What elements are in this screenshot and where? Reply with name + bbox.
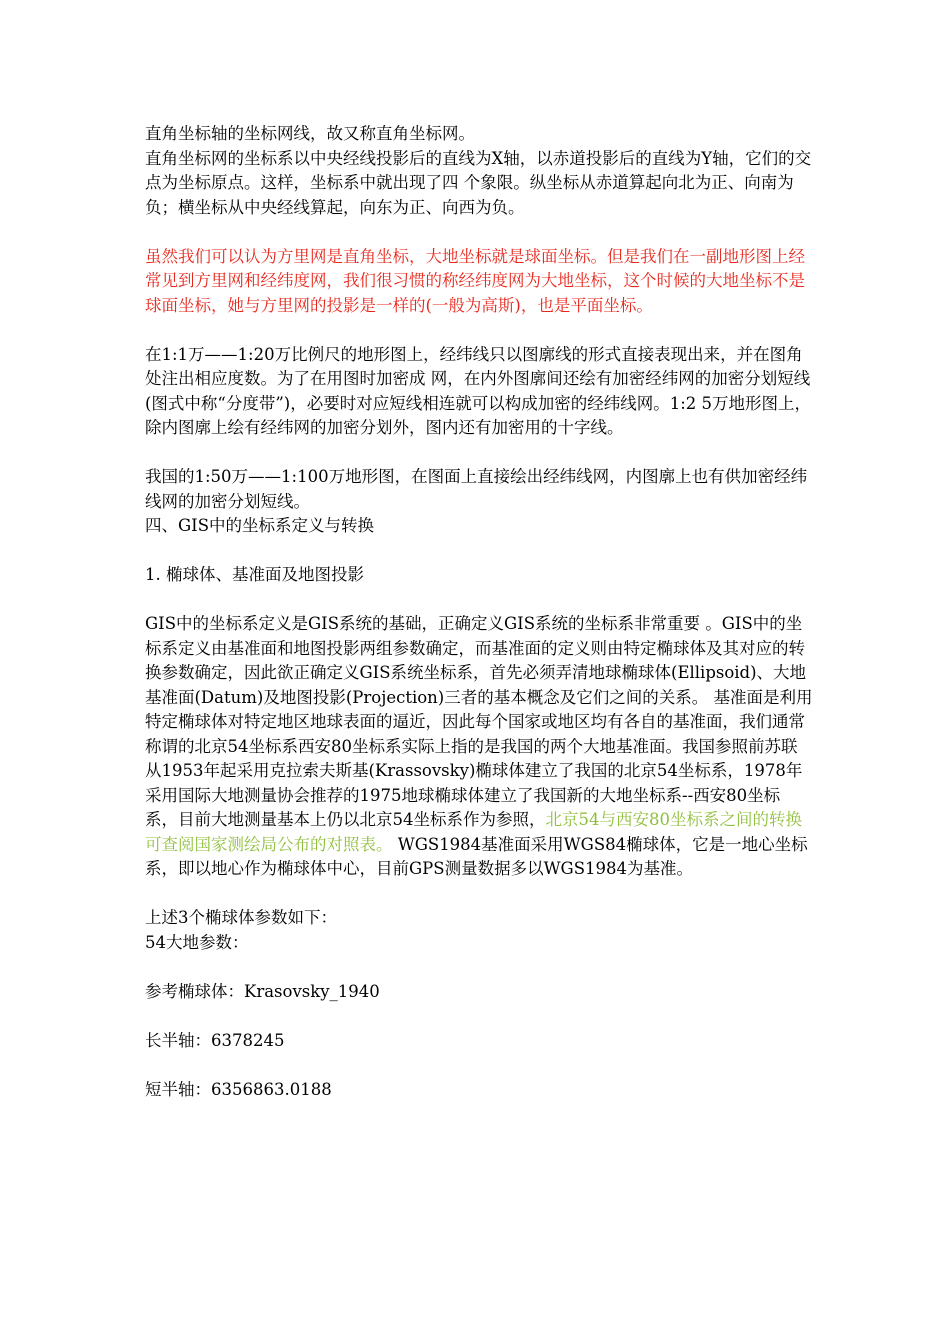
paragraph-text: WGS1984基准面采用WGS84椭球体，它是一地心坐标系，即以地心作为椭球体中心，目前GPS测量数据多以WGS1984为基准。: [145, 834, 808, 878]
paragraph-gis-coordinate-definition: [145, 612, 813, 882]
highlight-green-text: 北京54与西安80坐标系之间的转换可查阅国家测绘局公布的对照表。: [145, 810, 802, 854]
paragraph-gap: [145, 539, 813, 564]
paragraph-gap: [145, 441, 813, 466]
paragraph-text: GIS中的坐标系定义是GIS系统的基础，正确定义GIS系统的坐标系非常重要 。GIS中的坐标系定义由基准面和地图投影两组参数确定，而基准面的定义则由特定椭球体及其对应的转换参数确定，因此欲正确定义GIS系统坐标系，首先必须弄清地球椭球体(Ellipsoid)、大地基准面(Datum)及地图投影(Projection)三者的基本概念及它们之间的关系。 基准面是利用特定椭球体对特定地区地球表面的逼近，因此每个国家或地区均有各自的基准面，我们通常称谓的北京54坐标系西安80坐标系实际上指的是我国的两个大地基准面。我国参照前苏联从1953年起采用克拉索夫斯基(Krassovsky)椭球体建立了我国的北京54坐标系，1978年采用国际大地测量协会推荐的1975地球椭球体建立了我国新的大地坐标系--西安80坐标系，目前大地测量基本上仍以北京54坐标系作为参照，: [145, 614, 813, 829]
subsection-heading-ellipsoid: 1. 椭球体、基准面及地图投影: [145, 565, 364, 584]
paragraph-54-params-label: 54大地参数：: [145, 932, 249, 952]
paragraph-large-scale-maps: 在1:1万——1:20万比例尺的地形图上，经纬线只以图廓线的形式直接表现出来，并在图角处注出相应度数。为了在用图时加密成 网，在内外图廓间还绘有加密经纬网的加密分划短线(图式中称“分度带”)，必要时对应短线相连就可以构成加密的经纬线网。1:2 5万地形图上，除内图廓上绘有经纬网的加密分划外，图内还有加密用的十字线。: [145, 344, 812, 437]
paragraph-gap: [145, 1004, 813, 1029]
paragraph-semi-major-axis: 长半轴：6378245: [145, 1030, 285, 1050]
paragraph-ellipsoid-params-intro: 上述3个椭球体参数如下：: [145, 908, 337, 927]
paragraph-small-scale-maps: 我国的1:50万——1:100万地形图，在图面上直接绘出经纬线网，内图廓上也有供加密经纬线网的加密分划短线。: [145, 467, 808, 511]
paragraph-gap: [145, 882, 813, 907]
paragraph-gap: [145, 1053, 813, 1078]
paragraph-semi-minor-axis: 短半轴：6356863.0188: [145, 1079, 332, 1099]
section-heading-gis-coordinates: 四、GIS中的坐标系定义与转换: [145, 516, 375, 535]
paragraph-gap: [145, 955, 813, 980]
paragraph-gap: [145, 220, 813, 245]
paragraph-highlight-red: 虽然我们可以认为方里网是直角坐标，大地坐标就是球面坐标。但是我们在一副地形图上经常见到方里网和经纬度网，我们很习惯的称经纬度网为大地坐标，这个时候的大地坐标不是球面坐标，她与方里网的投影是一样的(一般为高斯)，也是平面坐标。: [145, 246, 805, 315]
paragraph-reference-ellipsoid: 参考椭球体：Krasovsky_1940: [145, 981, 380, 1001]
paragraph-gap: [145, 318, 813, 343]
paragraph-grid-name: 直角坐标轴的坐标网线，故又称直角坐标网。: [145, 124, 475, 143]
document-body: [145, 122, 813, 1102]
paragraph-rect-coordinate-system: 直角坐标网的坐标系以中央经线投影后的直线为X轴，以赤道投影后的直线为Y轴，它们的交点为坐标原点。这样，坐标系中就出现了四 个象限。纵坐标从赤道算起向北为正、向南为负；横坐标从中央经线算起，向东为正、向西为负。: [145, 148, 812, 217]
paragraph-gap: [145, 588, 813, 613]
